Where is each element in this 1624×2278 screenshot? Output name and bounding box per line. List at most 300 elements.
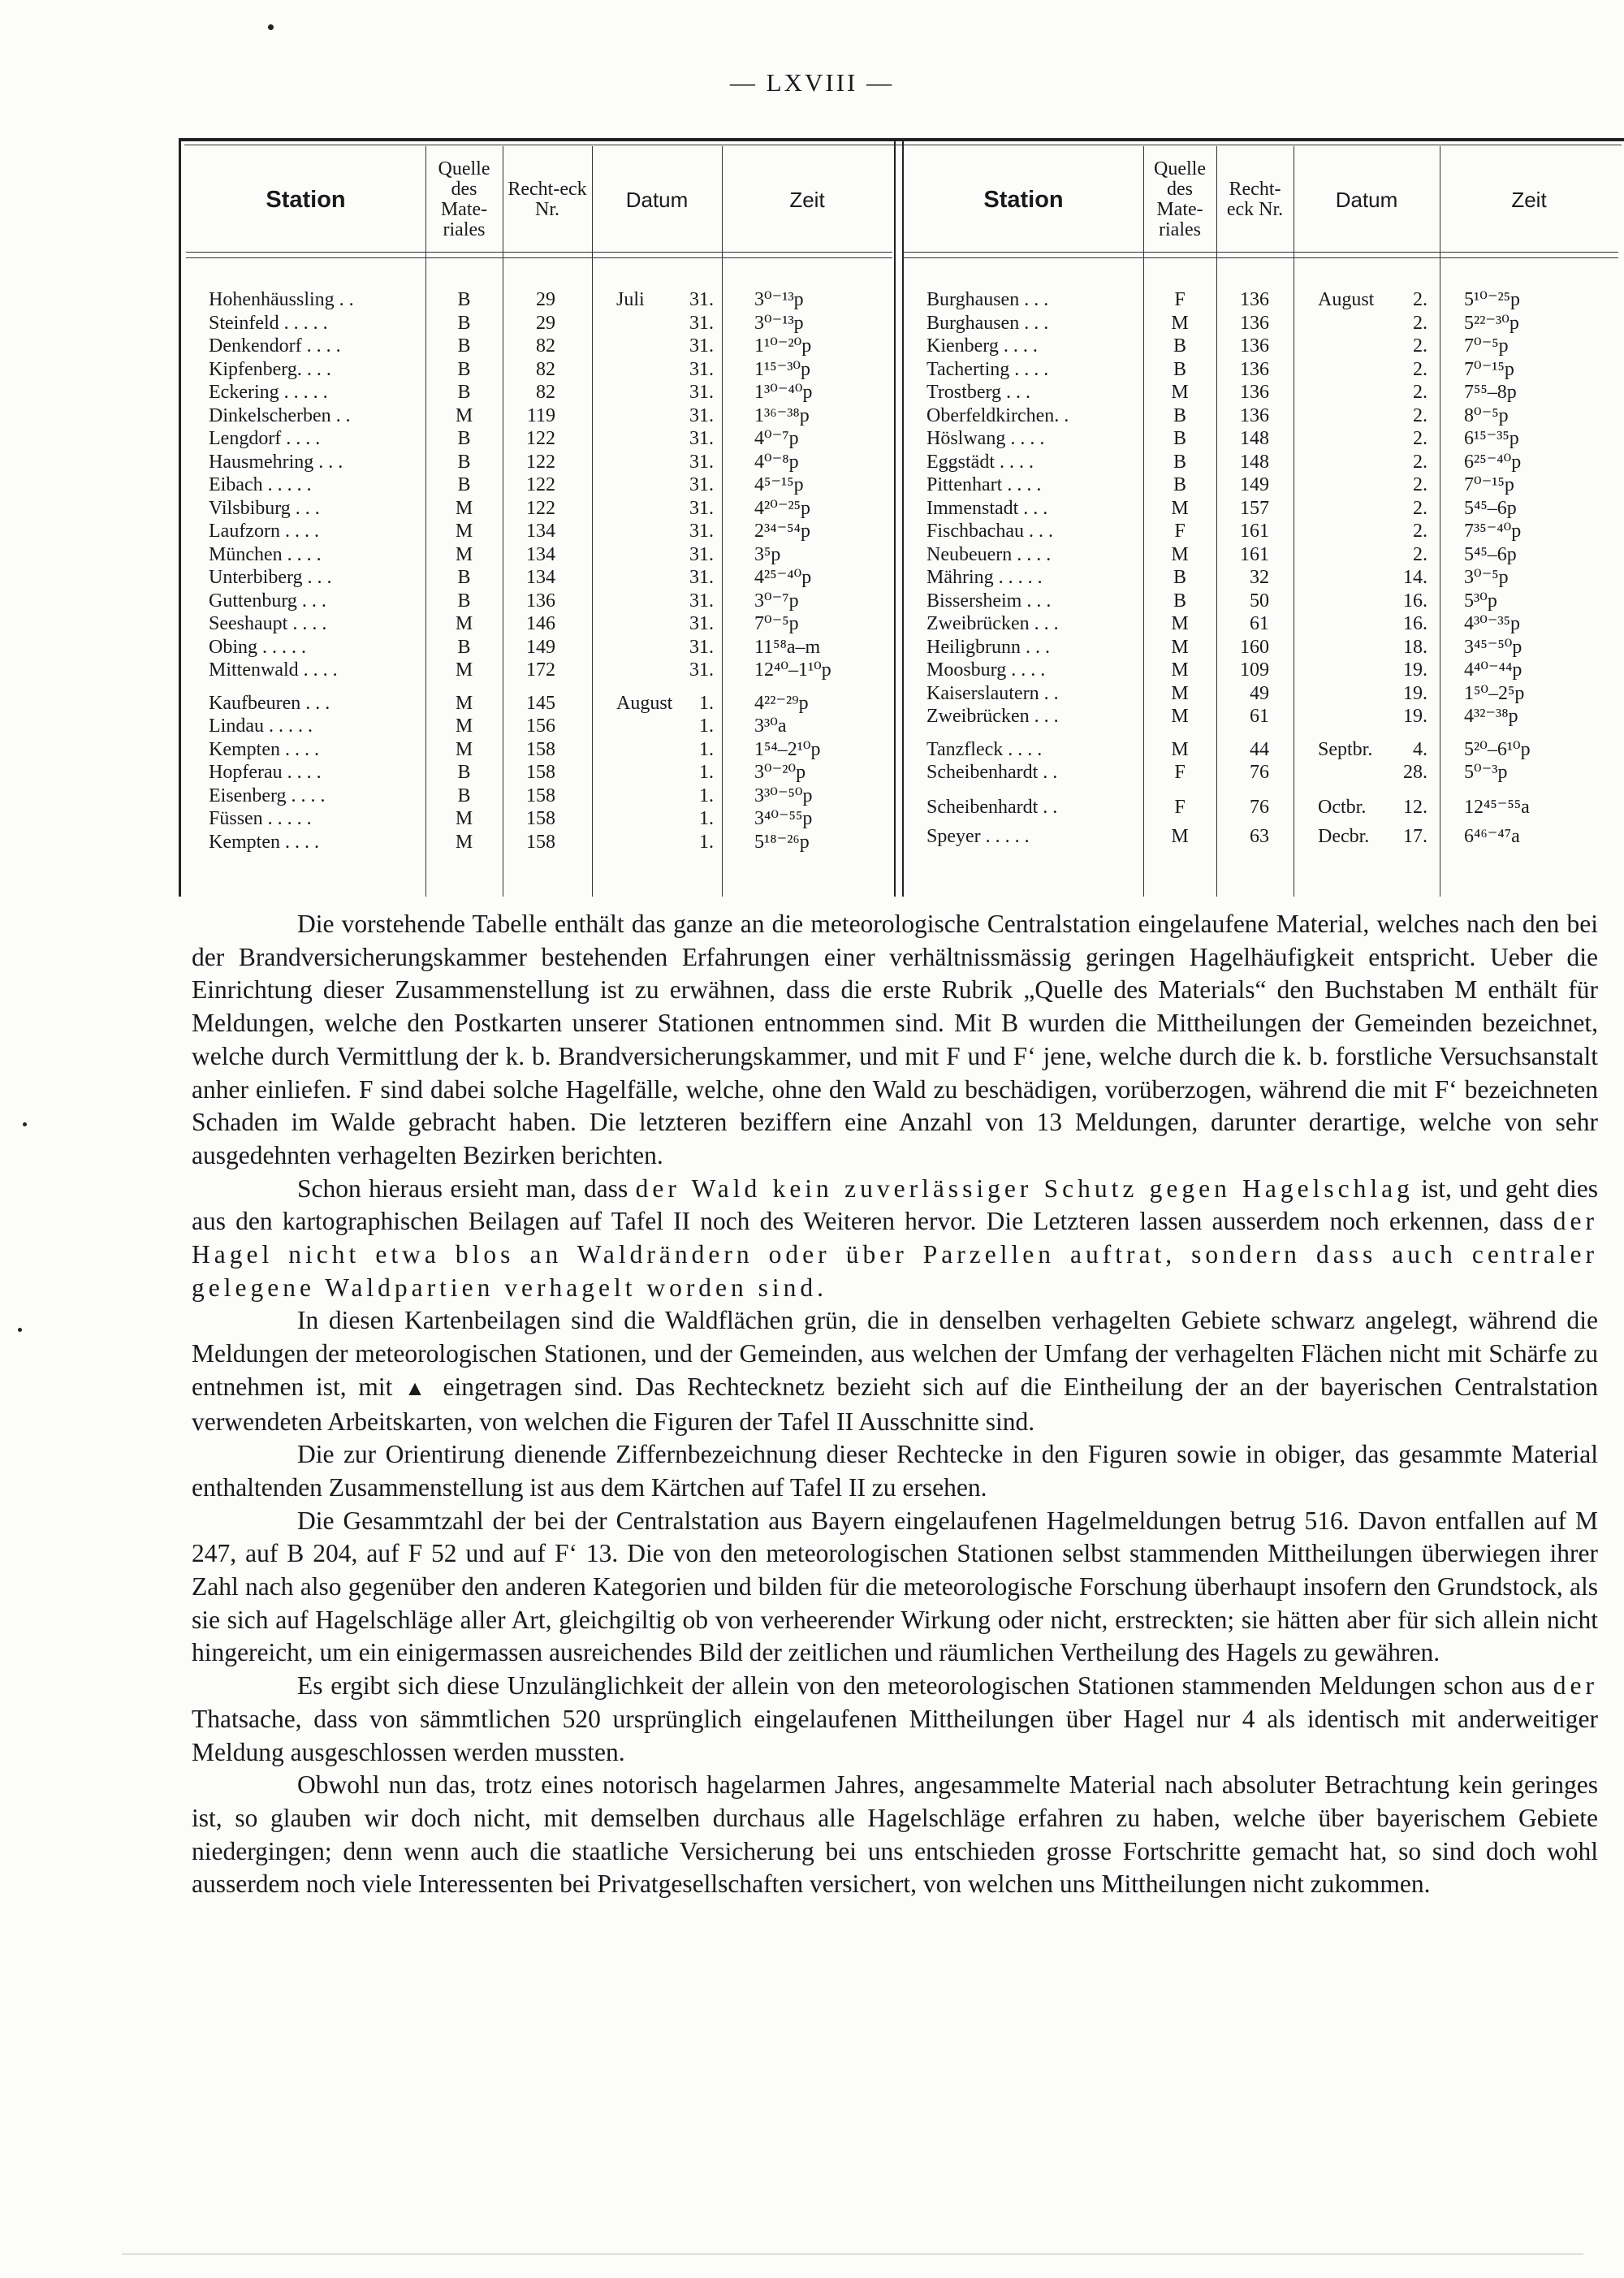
- source-cell: B: [457, 567, 471, 588]
- month-cell: Decbr.: [1318, 826, 1370, 847]
- rect-cell: 63: [1250, 826, 1269, 847]
- day-cell: 2.: [1413, 474, 1427, 495]
- source-cell: B: [457, 762, 471, 783]
- station-cell: Kempten . . . .: [209, 738, 319, 760]
- paragraph: Obwohl nun das, trotz eines notorisch hagelarmen Jahres, angesammelte Material nach absoluter Betrachtung kein geringes ist, so glauben wir doch nicht, mit demselben durchaus alle Hagelschläge erfahren zu haben, welche über bayerischem Gebiete niedergingen; denn wenn auch die staatliche Versicherung bei uns entschieden grosse Fortschritte gemacht hat, so sind doch wohl ausserdem noch viele Interessenten bei Privatgesellschaften versichert, von welchen uns Mittheilungen nicht zukommen.: [192, 1770, 1598, 1899]
- station-cell: Kempten . . . .: [209, 831, 319, 853]
- time-cell: 5²²⁻³⁰p: [1464, 312, 1519, 334]
- source-cell: M: [1171, 497, 1189, 519]
- time-cell: 5¹⁸⁻²⁶p: [754, 831, 810, 853]
- day-cell: 1.: [699, 762, 714, 783]
- station-cell: Kipfenberg. . . .: [209, 358, 331, 380]
- station-cell: Unterbiberg . . .: [209, 567, 332, 588]
- day-cell: 2.: [1413, 543, 1427, 565]
- rect-cell: 158: [526, 785, 555, 806]
- station-cell: Obing . . . . .: [209, 636, 306, 658]
- station-cell: Fischbachau . . .: [926, 521, 1053, 542]
- rect-cell: 76: [1250, 796, 1269, 818]
- rect-cell: 136: [1240, 382, 1269, 403]
- paragraph: In diesen Kartenbeilagen sind die Waldflächen grün, die in denselben verhagelten Gebiete schwarz angelegt, während die Meldungen der meteorologischen Stationen, und der Gemeinden, aus welchen der Umfang der verhagelten Flächen nicht mit Schärfe zu entnehmen ist, mit ▲ eingetragen sind. Das Rechtecknetz bezieht sich auf die Eintheilung der an der bayerischen Centralstation verwendeten Arbeitskarten, von welchen die Figuren der Tafel II Ausschnitte sind.: [192, 1306, 1599, 1436]
- station-cell: Kienberg . . . .: [926, 335, 1038, 357]
- source-cell: M: [1171, 613, 1189, 634]
- header-time: Zeit: [1511, 187, 1547, 212]
- source-cell: M: [1171, 706, 1189, 727]
- day-cell: 2.: [1413, 382, 1427, 403]
- source-cell: M: [455, 543, 473, 565]
- time-cell: 5¹⁰⁻²⁵p: [1464, 289, 1521, 310]
- header-rect: Recht-eck Nr.: [508, 179, 587, 220]
- table-row: [904, 825, 1618, 848]
- source-cell: M: [455, 497, 473, 519]
- time-cell: 1⁵⁴–2¹⁰p: [754, 738, 821, 760]
- table-row: [186, 404, 892, 427]
- hail-triangle-icon: ▲: [404, 1376, 431, 1400]
- day-cell: 2.: [1413, 358, 1427, 380]
- rect-cell: 136: [1240, 312, 1269, 334]
- day-cell: 14.: [1403, 567, 1427, 588]
- source-cell: M: [455, 404, 473, 426]
- rect-cell: 29: [536, 289, 555, 310]
- rect-cell: 161: [1240, 543, 1269, 565]
- station-cell: Dinkelscherben . .: [209, 404, 351, 426]
- table-row: [904, 590, 1618, 612]
- source-cell: M: [1171, 659, 1189, 681]
- day-cell: 19.: [1403, 659, 1427, 681]
- day-cell: 1.: [699, 808, 714, 829]
- month-cell: August: [616, 692, 673, 714]
- table-row: [904, 381, 1618, 404]
- time-cell: 12⁴⁰–1¹⁰p: [754, 659, 831, 681]
- day-cell: 1.: [699, 738, 714, 760]
- source-cell: B: [457, 358, 471, 380]
- station-cell: Tanzfleck . . . .: [926, 738, 1043, 760]
- table-row: [186, 427, 892, 450]
- rect-cell: 172: [526, 659, 555, 681]
- rect-cell: 44: [1250, 738, 1269, 760]
- header-source: Quelle des Mate-riales: [1154, 158, 1206, 240]
- rect-cell: 160: [1240, 636, 1269, 658]
- table-row: [186, 312, 892, 335]
- table-row: [186, 543, 892, 566]
- source-cell: F: [1174, 762, 1186, 783]
- station-cell: Mähring . . . . .: [926, 567, 1043, 588]
- station-cell: Pittenhart . . . .: [926, 474, 1042, 495]
- station-cell: Lindau . . . . .: [209, 715, 313, 737]
- source-cell: B: [457, 474, 471, 495]
- source-cell: M: [455, 659, 473, 681]
- rect-cell: 134: [526, 521, 555, 542]
- time-cell: 7⁰⁻⁵p: [1464, 335, 1509, 357]
- table-row: [904, 473, 1618, 496]
- time-cell: 3⁴⁰⁻⁵⁵p: [754, 808, 813, 829]
- rect-cell: 158: [526, 738, 555, 760]
- day-cell: 2.: [1413, 521, 1427, 542]
- station-cell: Heiligbrunn . . .: [926, 636, 1050, 658]
- table-row: [186, 473, 892, 496]
- header-date: Datum: [625, 187, 689, 212]
- month-cell: Octbr.: [1318, 796, 1367, 818]
- time-cell: 5²⁰–6¹⁰p: [1464, 738, 1531, 760]
- rect-cell: 136: [1240, 358, 1269, 380]
- time-cell: 3⁵p: [754, 543, 781, 565]
- day-cell: 31.: [689, 404, 714, 426]
- table-row: [904, 796, 1618, 819]
- table-row: [904, 404, 1618, 427]
- source-cell: B: [1173, 567, 1186, 588]
- source-cell: B: [457, 785, 471, 806]
- month-cell: Septbr.: [1318, 738, 1373, 760]
- source-cell: M: [455, 831, 473, 853]
- day-cell: 12.: [1403, 796, 1427, 818]
- day-cell: 31.: [689, 335, 714, 357]
- source-cell: B: [457, 636, 471, 658]
- time-cell: 4⁰⁻⁷p: [754, 428, 799, 449]
- time-cell: 8⁰⁻⁵p: [1464, 404, 1509, 426]
- time-cell: 7⁰⁻¹⁵p: [1464, 474, 1514, 495]
- table-row: [904, 451, 1618, 473]
- station-cell: Eckering . . . . .: [209, 382, 328, 403]
- rect-cell: 149: [1240, 474, 1269, 495]
- station-cell: Tacherting . . . .: [926, 358, 1049, 380]
- station-cell: Füssen . . . . .: [209, 808, 312, 829]
- source-cell: M: [455, 613, 473, 634]
- time-cell: 3⁰⁻⁵p: [1464, 567, 1509, 588]
- table-row: [904, 738, 1618, 761]
- station-cell: Neubeuern . . . .: [926, 543, 1052, 565]
- day-cell: 31.: [689, 312, 714, 334]
- day-cell: 1.: [699, 785, 714, 806]
- rect-cell: 119: [526, 404, 555, 426]
- table-row: [186, 381, 892, 404]
- station-cell: Hohenhäussling . .: [209, 289, 354, 310]
- station-cell: Scheibenhardt . .: [926, 796, 1058, 818]
- station-cell: Moosburg . . . .: [926, 659, 1046, 681]
- source-cell: B: [1173, 451, 1186, 473]
- time-cell: 3⁰⁻²⁰p: [754, 762, 806, 783]
- table-row: [904, 497, 1618, 520]
- table-row: [904, 543, 1618, 566]
- station-cell: Kaufbeuren . . .: [209, 692, 330, 714]
- time-cell: 6⁴⁶⁻⁴⁷a: [1464, 826, 1520, 847]
- table-row: [186, 358, 892, 381]
- header-station: Station: [983, 186, 1064, 213]
- day-cell: 31.: [689, 382, 714, 403]
- rect-cell: 82: [536, 335, 555, 357]
- table-row: [186, 761, 892, 784]
- time-cell: 1¹⁵⁻³⁰p: [754, 358, 811, 380]
- rect-cell: 158: [526, 831, 555, 853]
- body-text: [192, 908, 1598, 1901]
- rect-cell: 156: [526, 715, 555, 737]
- time-cell: 3³⁰⁻⁵⁰p: [754, 785, 813, 806]
- station-cell: Guttenburg . . .: [209, 590, 326, 612]
- table-center-divider: [894, 141, 904, 897]
- day-cell: 2.: [1413, 428, 1427, 449]
- source-cell: M: [455, 715, 473, 737]
- rect-cell: 61: [1250, 706, 1269, 727]
- emphasis: der: [1553, 1671, 1599, 1701]
- time-cell: 7⁵⁵–8p: [1464, 382, 1517, 403]
- time-cell: 4³⁰⁻³⁵p: [1464, 613, 1521, 634]
- station-cell: Burghausen . . .: [926, 289, 1049, 310]
- station-cell: Eibach . . . . .: [209, 474, 312, 495]
- page-number: — LXVIII —: [729, 68, 895, 97]
- hail-report-table: [179, 138, 1624, 897]
- rect-cell: 82: [536, 358, 555, 380]
- header-source: Quelle des Mate-riales: [438, 158, 490, 240]
- speck-mark: [23, 1122, 27, 1126]
- day-cell: 1.: [699, 831, 714, 853]
- time-cell: 3⁰⁻⁷p: [754, 590, 799, 612]
- table-row: [186, 451, 892, 473]
- rect-cell: 32: [1250, 567, 1269, 588]
- month-cell: August: [1318, 289, 1375, 310]
- table-row: [186, 807, 892, 830]
- rect-cell: 122: [526, 428, 555, 449]
- rect-cell: 122: [526, 451, 555, 473]
- rect-cell: 76: [1250, 762, 1269, 783]
- table-row: [186, 335, 892, 357]
- rect-cell: 136: [1240, 289, 1269, 310]
- time-cell: 4²⁰⁻²⁵p: [754, 497, 811, 519]
- time-cell: 11⁵⁸a–m: [754, 636, 821, 658]
- station-cell: Immenstadt . . .: [926, 497, 1048, 519]
- source-cell: B: [1173, 335, 1186, 357]
- rect-cell: 134: [526, 543, 555, 565]
- source-cell: M: [455, 808, 473, 829]
- rect-cell: 29: [536, 312, 555, 334]
- rect-cell: 148: [1240, 428, 1269, 449]
- source-cell: M: [455, 692, 473, 714]
- day-cell: 2.: [1413, 312, 1427, 334]
- station-cell: Vilsbiburg . . .: [209, 497, 320, 519]
- source-cell: M: [455, 738, 473, 760]
- table-row: [186, 738, 892, 761]
- table-row: [186, 785, 892, 807]
- source-cell: B: [457, 289, 471, 310]
- time-cell: 4³²⁻³⁸p: [1464, 706, 1518, 727]
- time-cell: 4⁰⁻⁸p: [754, 451, 799, 473]
- station-cell: München . . . .: [209, 543, 322, 565]
- header-rect: Recht-eck Nr.: [1226, 179, 1284, 220]
- day-cell: 31.: [689, 636, 714, 658]
- source-cell: B: [457, 312, 471, 334]
- station-cell: Seeshaupt . . . .: [209, 613, 327, 634]
- rect-cell: 109: [1240, 659, 1269, 681]
- time-cell: 1³⁰⁻⁴⁰p: [754, 382, 813, 403]
- source-cell: M: [1171, 312, 1189, 334]
- station-cell: Bissersheim . . .: [926, 590, 1052, 612]
- table-row: [904, 288, 1618, 311]
- day-cell: 19.: [1403, 682, 1427, 704]
- rect-cell: 136: [1240, 404, 1269, 426]
- station-cell: Steinfeld . . . . .: [209, 312, 328, 334]
- day-cell: 2.: [1413, 335, 1427, 357]
- table-row: [904, 312, 1618, 335]
- source-cell: B: [1173, 358, 1186, 380]
- table-row: [186, 590, 892, 612]
- day-cell: 4.: [1413, 738, 1427, 760]
- station-cell: Mittenwald . . . .: [209, 659, 338, 681]
- station-cell: Hausmehring . . .: [209, 451, 343, 473]
- table-row: [904, 335, 1618, 357]
- station-cell: Burghausen . . .: [926, 312, 1049, 334]
- rect-cell: 61: [1250, 613, 1269, 634]
- source-cell: M: [455, 521, 473, 542]
- paragraph: Die zur Orientirung dienende Ziffernbezeichnung dieser Rechtecke in den Figuren sowie in obiger, das gesammte Material enthaltenden Zusammenstellung ist aus dem Kärtchen auf Tafel II zu ersehen.: [192, 1440, 1598, 1502]
- table-row: [904, 566, 1618, 589]
- time-cell: 3³⁰a: [754, 715, 787, 737]
- source-cell: F: [1174, 521, 1186, 542]
- rect-cell: 122: [526, 474, 555, 495]
- table-row: [186, 566, 892, 589]
- table-row: [186, 612, 892, 635]
- table-row: [904, 427, 1618, 450]
- table-row: [904, 682, 1618, 705]
- rect-cell: 161: [1240, 521, 1269, 542]
- rect-cell: 136: [526, 590, 555, 612]
- header-time: Zeit: [789, 187, 825, 212]
- rect-cell: 158: [526, 808, 555, 829]
- table-row: [904, 520, 1618, 542]
- rect-cell: 145: [526, 692, 555, 714]
- table-row: [186, 497, 892, 520]
- station-cell: Speyer . . . . .: [926, 826, 1030, 847]
- day-cell: 1.: [699, 692, 714, 714]
- time-cell: 2³⁴⁻⁵⁴p: [754, 521, 810, 542]
- paragraph: Es ergibt sich diese Unzulänglichkeit der allein von den meteorologischen Stationen stammenden Meldungen schon aus der Thatsache, dass von sämmtlichen 520 ursprünglich eingelaufenen Mittheilungen über Hagel nur 4 als identisch mit anderweitiger Meldung ausgeschlossen werden mussten.: [192, 1671, 1599, 1766]
- table-row: [186, 659, 892, 681]
- rect-cell: 157: [1240, 497, 1269, 519]
- time-cell: 5⁴⁵–6p: [1464, 497, 1517, 519]
- day-cell: 16.: [1403, 590, 1427, 612]
- table-row: [186, 692, 892, 715]
- day-cell: 31.: [689, 613, 714, 634]
- day-cell: 31.: [689, 497, 714, 519]
- station-cell: Scheibenhardt . .: [926, 762, 1058, 783]
- time-cell: 1¹⁰⁻²⁰p: [754, 335, 812, 357]
- source-cell: M: [1171, 636, 1189, 658]
- source-cell: M: [1171, 826, 1189, 847]
- rect-cell: 82: [536, 382, 555, 403]
- station-cell: Oberfeldkirchen. .: [926, 404, 1069, 426]
- time-cell: 12⁴⁵⁻⁵⁵a: [1464, 796, 1530, 818]
- rect-cell: 136: [1240, 335, 1269, 357]
- table-row: [186, 288, 892, 311]
- time-cell: 6²⁵⁻⁴⁰p: [1464, 451, 1522, 473]
- day-cell: 31.: [689, 659, 714, 681]
- table-right-half: [904, 146, 1618, 897]
- table-row: [186, 831, 892, 854]
- day-cell: 16.: [1403, 613, 1427, 634]
- time-cell: 3⁰⁻¹³p: [754, 312, 804, 334]
- source-cell: B: [457, 428, 471, 449]
- time-cell: 1³⁶⁻³⁸p: [754, 404, 810, 426]
- source-cell: F: [1174, 796, 1186, 818]
- day-cell: 31.: [689, 567, 714, 588]
- day-cell: 17.: [1403, 826, 1427, 847]
- table-row: [904, 659, 1618, 681]
- day-cell: 18.: [1403, 636, 1427, 658]
- time-cell: 5⁴⁵–6p: [1464, 543, 1517, 565]
- station-cell: Zweibrücken . . .: [926, 613, 1059, 634]
- paragraph: Die vorstehende Tabelle enthält das ganze an die meteorologische Centralstation eingelaufene Material, welches nach den bei der Brandversicherungskammer bestehenden Erfahrungen einer verhältnissmässig geringen Hagelhäufigkeit entspricht. Ueber die Einrichtung dieser Zusammenstellung ist zu erwähnen, dass die erste Rubrik „Quelle des Materials“ den Buchstaben M enthält für Meldungen, welche den Postkarten unserer Stationen entnommen sind. Mit B wurden die Mittheilungen der Gemeinden bezeichnet, welche durch Vermittlung der k. b. Brandversicherungskammer, und mit F und F‘ jene, welche durch die k. b. forstliche Versuchsanstalt anher einliefen. F sind dabei solche Hagelfälle, welche, ohne den Wald zu beschädigen, vorüberzogen, während die mit F‘ bezeichneten Schaden im Walde gebracht haben. Die letzteren beziffern eine Anzahl von 13 Meldungen, darunter derartige, welche von sehr ausgedehnten verhagelten Bezirken berichten.: [192, 910, 1598, 1169]
- station-cell: Höslwang . . . .: [926, 428, 1045, 449]
- day-cell: 31.: [689, 428, 714, 449]
- table-row: [904, 636, 1618, 659]
- station-cell: Eggstädt . . . .: [926, 451, 1034, 473]
- rect-cell: 134: [526, 567, 555, 588]
- time-cell: 7³⁵⁻⁴⁰p: [1464, 521, 1522, 542]
- rect-cell: 158: [526, 762, 555, 783]
- rect-cell: 122: [526, 497, 555, 519]
- station-cell: Denkendorf . . . .: [209, 335, 341, 357]
- station-cell: Trostberg . . .: [926, 382, 1031, 403]
- day-cell: 31.: [689, 358, 714, 380]
- month-cell: Juli: [616, 289, 645, 310]
- day-cell: 2.: [1413, 404, 1427, 426]
- time-cell: 7⁰⁻⁵p: [754, 613, 799, 634]
- time-cell: 4⁵⁻¹⁵p: [754, 474, 804, 495]
- source-cell: M: [1171, 382, 1189, 403]
- time-cell: 6¹⁵⁻³⁵p: [1464, 428, 1519, 449]
- day-cell: 31.: [689, 289, 714, 310]
- time-cell: 3⁰⁻¹³p: [754, 289, 804, 310]
- table-row: [186, 520, 892, 542]
- time-cell: 4²⁵⁻⁴⁰p: [754, 567, 812, 588]
- source-cell: B: [1173, 428, 1186, 449]
- rect-cell: 149: [526, 636, 555, 658]
- time-cell: 7⁰⁻¹⁵p: [1464, 358, 1514, 380]
- day-cell: 2.: [1413, 497, 1427, 519]
- header-station: Station: [266, 186, 346, 213]
- day-cell: 19.: [1403, 706, 1427, 727]
- source-cell: B: [457, 382, 471, 403]
- day-cell: 31.: [689, 451, 714, 473]
- table-left-half: [186, 146, 892, 897]
- source-cell: B: [457, 335, 471, 357]
- emphasis: der Wald kein zuverlässiger Schutz gegen Hagelschlag: [635, 1174, 1414, 1203]
- source-cell: B: [1173, 590, 1186, 612]
- emphasis: der Hagel nicht etwa blos an Waldrändern oder über Parzellen auftrat, sondern dass auch centraler gelegene Waldpartien verhagelt worden sind.: [192, 1207, 1598, 1302]
- day-cell: 28.: [1403, 762, 1427, 783]
- source-cell: M: [1171, 543, 1189, 565]
- table-row: [904, 358, 1618, 381]
- day-cell: 31.: [689, 590, 714, 612]
- table-row: [186, 636, 892, 659]
- source-cell: B: [1173, 404, 1186, 426]
- time-cell: 4⁴⁰⁻⁴⁴p: [1464, 659, 1522, 681]
- header-date: Datum: [1335, 187, 1398, 212]
- station-cell: Laufzorn . . . .: [209, 521, 319, 542]
- rect-cell: 146: [526, 613, 555, 634]
- time-cell: 1⁵⁰–2⁵p: [1464, 682, 1525, 704]
- source-cell: B: [1173, 474, 1186, 495]
- source-cell: M: [1171, 682, 1189, 704]
- time-cell: 5³⁰p: [1464, 590, 1497, 612]
- station-cell: Zweibrücken . . .: [926, 706, 1059, 727]
- station-cell: Lengdorf . . . .: [209, 428, 321, 449]
- source-cell: M: [1171, 738, 1189, 760]
- day-cell: 31.: [689, 521, 714, 542]
- rect-cell: 49: [1250, 682, 1269, 704]
- day-cell: 31.: [689, 543, 714, 565]
- time-cell: 5⁰⁻³p: [1464, 762, 1508, 783]
- table-row: [904, 761, 1618, 784]
- time-cell: 4²²⁻²⁹p: [754, 692, 809, 714]
- paragraph: Die Gesammtzahl der bei der Centralstation aus Bayern eingelaufenen Hagelmeldungen betrug 516. Davon entfallen auf M 247, auf B 204, auf F 52 und auf F‘ 13. Die von den meteorologischen Stationen selbst stammenden Mittheilungen überwiegen ihrer Zahl nach also gegenüber den anderen Kategorien und bilden für die meteorologische Forschung überhaupt insofern den Grundstock, als sie sich auf Hagelschläge aller Art, gleichgiltig ob von verheerender Wirkung oder nicht, erstreckten; sie hätten aber für sich allein nicht hingereicht, um ein einigermassen ausreichendes Bild der zeitlichen und räumlichen Vertheilung des Hagels zu gewähren.: [192, 1506, 1598, 1667]
- table-row: [186, 715, 892, 737]
